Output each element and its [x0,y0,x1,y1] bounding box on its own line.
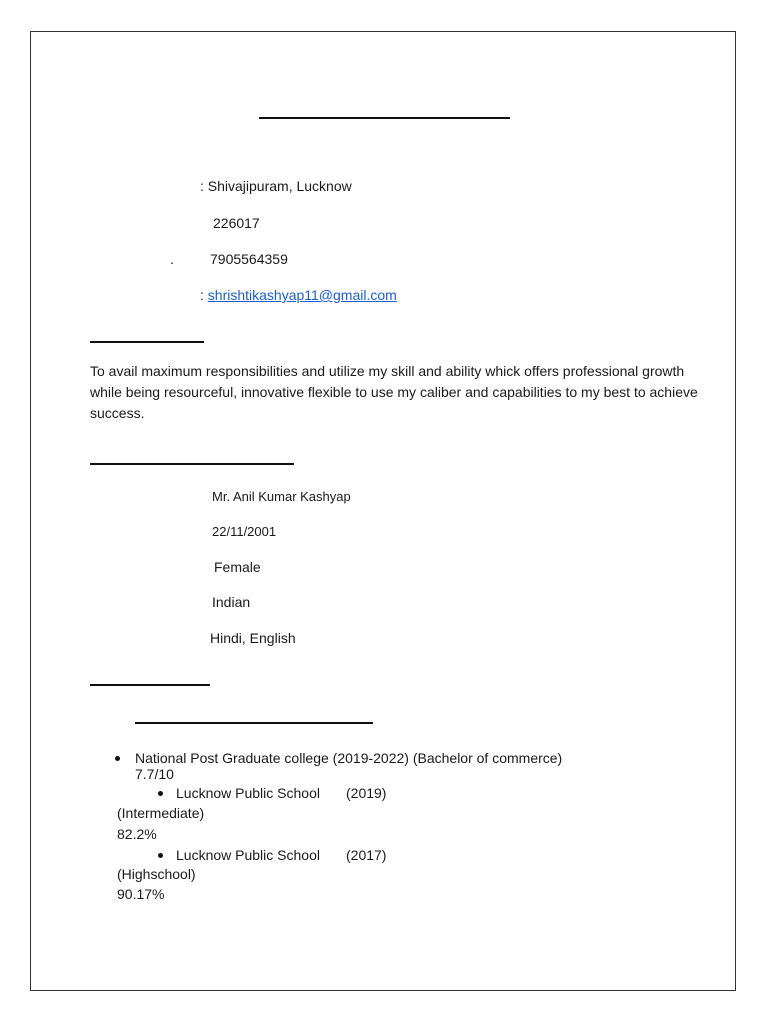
education-item-1-institution: National Post Graduate college (2019-2022) (Bachelor of commerce) [135,750,563,766]
nationality: Indian [212,594,251,610]
education-item-2-score: 82.2% [117,826,157,842]
address-prefix: : [200,178,208,194]
education-heading-underline [90,684,210,686]
education-item-3-level: (Highschool) [117,866,196,882]
email-prefix: : [200,287,208,303]
education-item-1-score: 7.7/10 [135,766,174,782]
bullet-icon [158,853,163,858]
gender: Female [214,559,261,575]
education-item-2-level: (Intermediate) [117,805,205,821]
education-item-3-institution: Lucknow Public School [176,847,320,863]
education-item-3-year: (2017) [346,847,387,863]
objective-text: To avail maximum responsibilities and utilize my skill and ability whick offers professional growth while being resourceful, innovative flexible to use my caliber and capabilities to my best to achieve success. [90,363,698,421]
education-item-3-score: 90.17% [117,886,165,902]
education-item-2-year: (2019) [346,785,387,801]
bullet-icon [158,791,163,796]
email-line [200,287,397,304]
phone-prefix: . [170,251,174,267]
date-of-birth: 22/11/2001 [212,524,277,539]
education-subheading-underline [135,722,373,724]
languages: Hindi, English [210,630,296,646]
objective-heading-underline [90,341,204,343]
education-item-2-institution: Lucknow Public School [176,785,320,801]
address-line [200,178,352,195]
address-value: Shivajipuram, Lucknow [207,178,352,194]
father-name: Mr. Anil Kumar Kashyap [212,489,351,504]
personal-heading-underline [90,463,294,465]
phone-number: 7905564359 [210,251,288,267]
email-link[interactable]: shrishtikashyap11@gmail.com [207,287,397,303]
pincode: 226017 [213,215,260,231]
title-underline [259,117,510,119]
bullet-icon [115,756,120,761]
